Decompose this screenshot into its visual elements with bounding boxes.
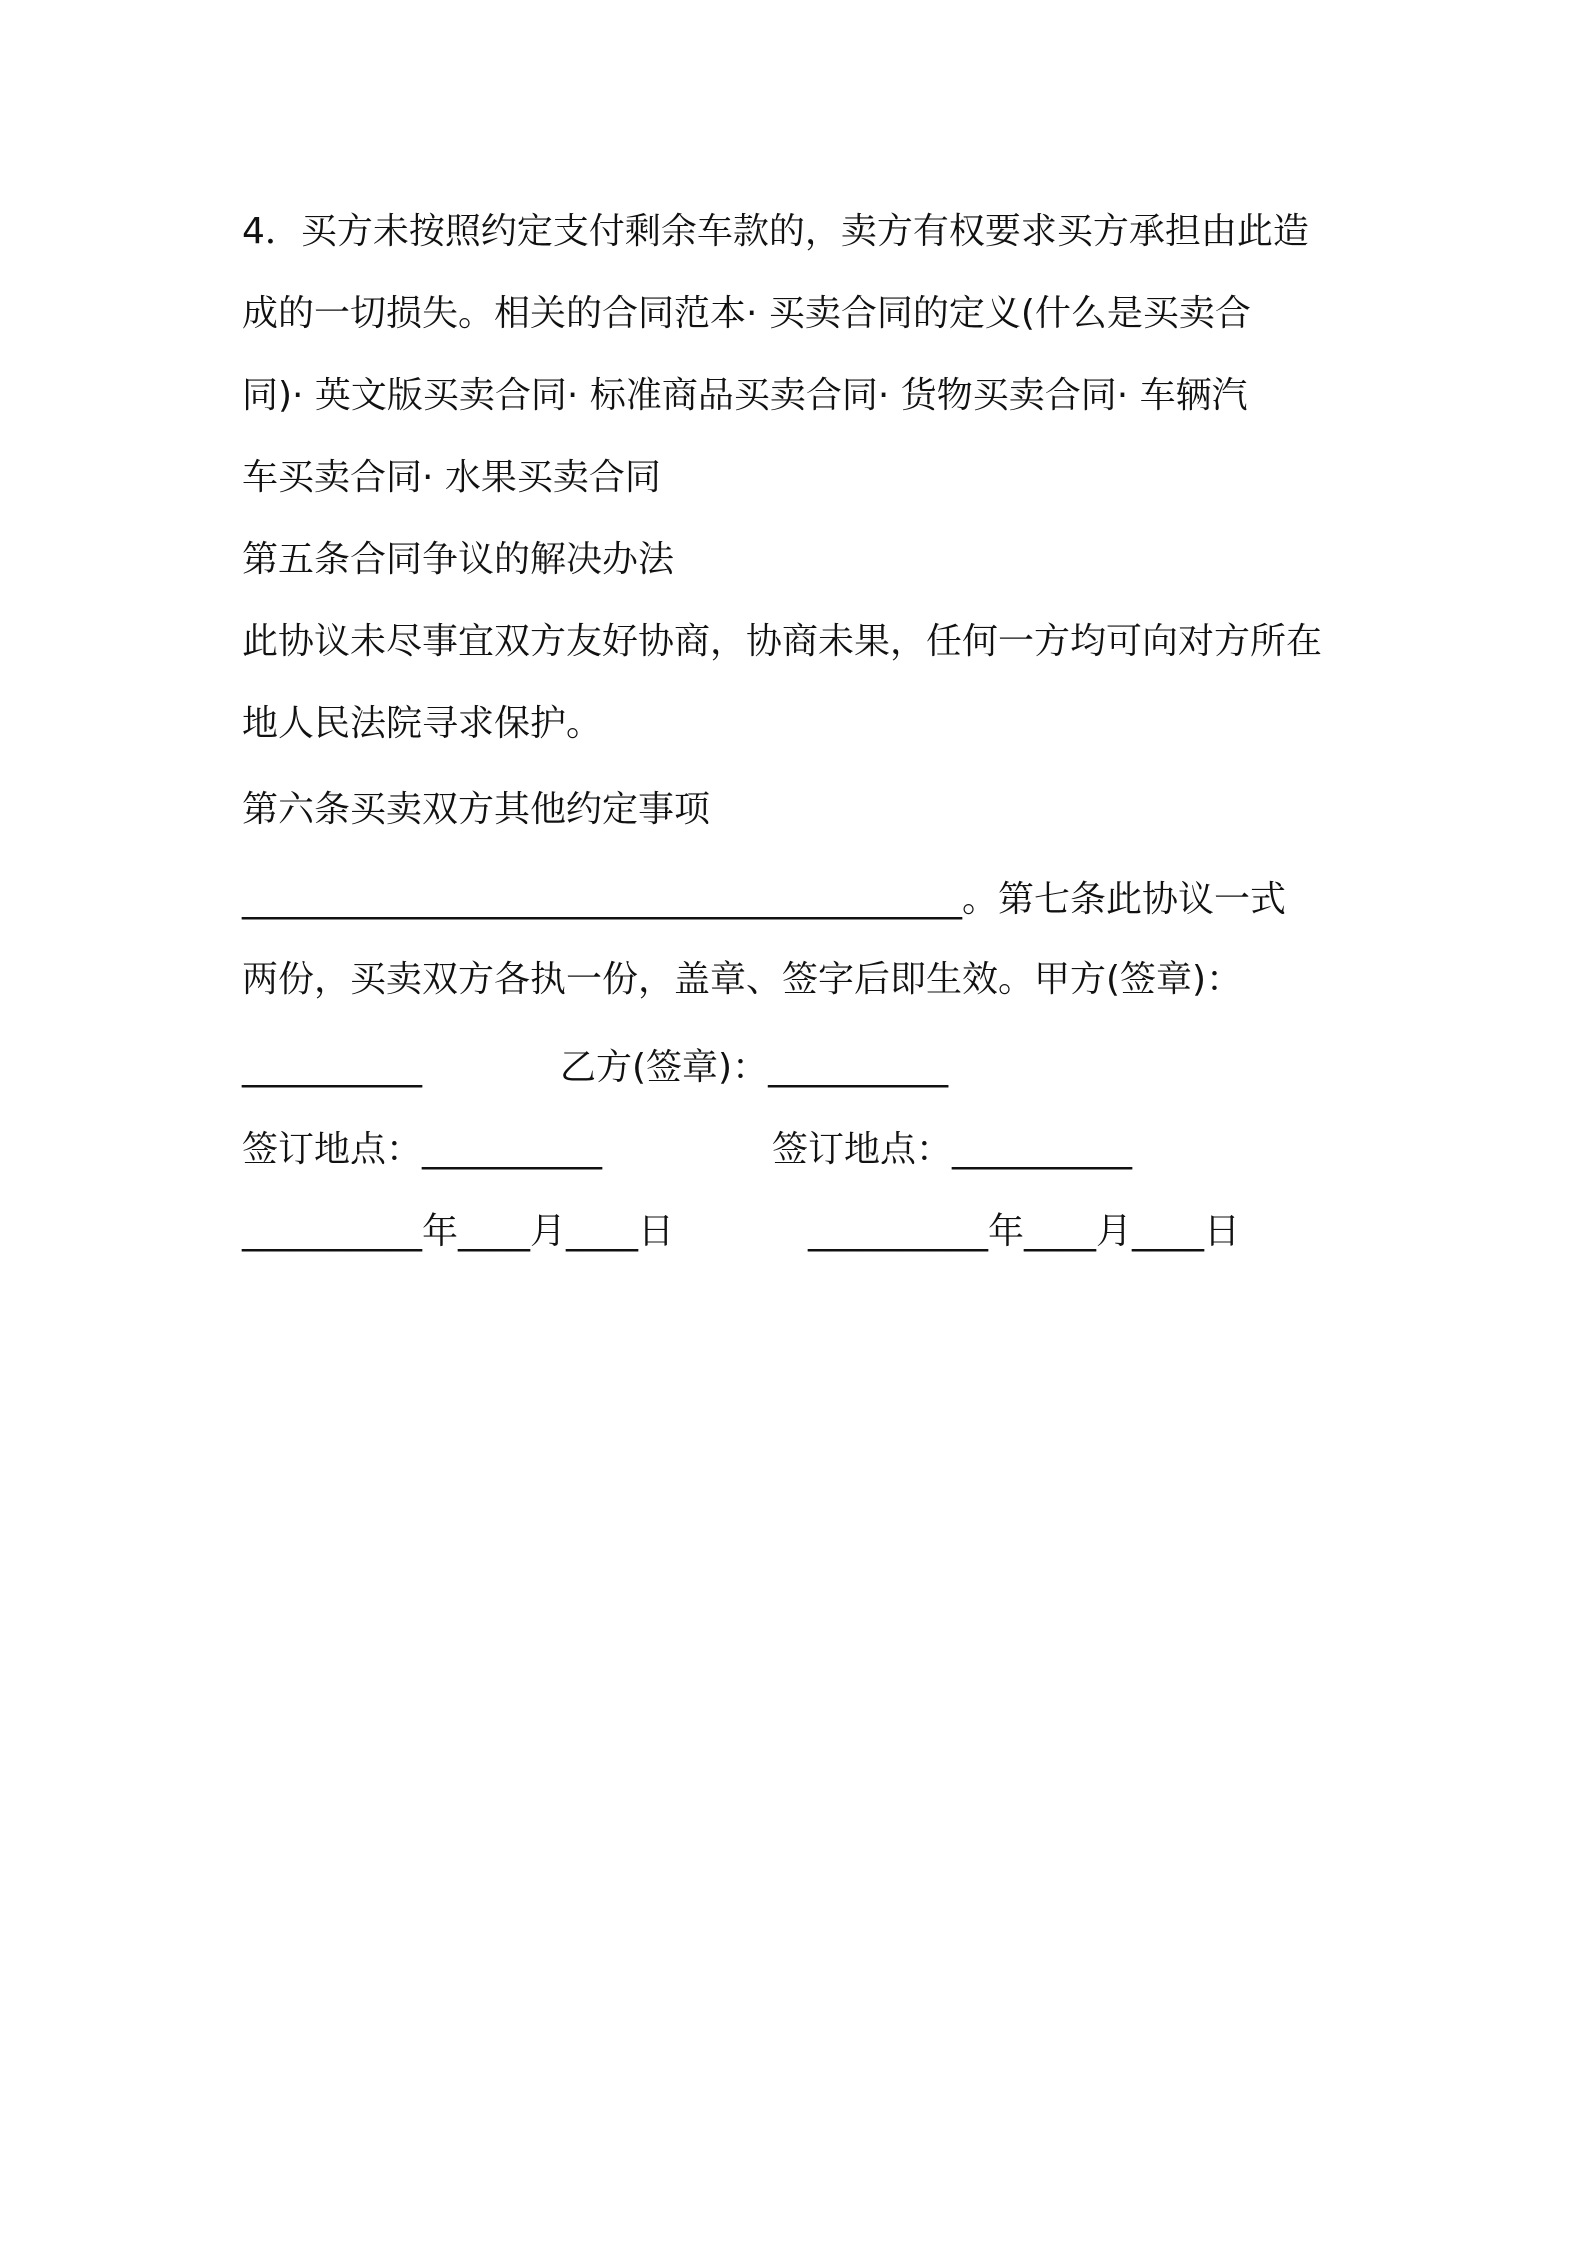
signing-place-a-label: 签订地点： [242,1129,423,1170]
signing-place-b-blank: __________ [952,1129,1133,1170]
signing-place-b-label: 签订地点： [772,1129,953,1170]
article5-line1: 此协议未尽事宜双方友好协商，协商未果，任何一方均可向对方所在 [242,621,1323,662]
signing-date-a: __________年____月____日 [242,1211,674,1252]
signing-place-a [242,1126,602,1174]
signing-place-b [772,1126,1132,1174]
article7-line1 [242,876,1286,924]
clause4-line4: 车买卖合同· 水果买卖合同 [242,457,661,498]
party-a-signature-blank: __________ [242,1047,422,1088]
clause4-line1: 4．买方未按照约定支付剩余车款的，卖方有权要求买方承担由此造 [242,211,1309,252]
party-b-signature-blank: __________ [768,1047,949,1088]
party-b-signature [560,1044,948,1092]
clause4-line3: 同)· 英文版买卖合同· 标准商品买卖合同· 货物买卖合同· 车辆汽 [242,375,1248,416]
party-b-label: 乙方(签章)： [560,1047,769,1088]
article5-line2: 地人民法院寻求保护。 [242,703,603,744]
article5-heading: 第五条合同争议的解决办法 [242,539,675,580]
article7-line2: 两份，买卖双方各执一份，盖章、签字后即生效。甲方(签章)： [242,959,1243,1000]
article7-line1-text: 。第七条此协议一式 [962,879,1287,920]
article6-heading: 第六条买卖双方其他约定事项 [242,789,711,830]
other-terms-blank: ________________________________________ [242,879,962,920]
signing-date-b: __________年____月____日 [808,1211,1240,1252]
clause4-line2: 成的一切损失。相关的合同范本· 买卖合同的定义(什么是买卖合 [242,293,1251,334]
signing-place-a-blank: __________ [422,1129,603,1170]
